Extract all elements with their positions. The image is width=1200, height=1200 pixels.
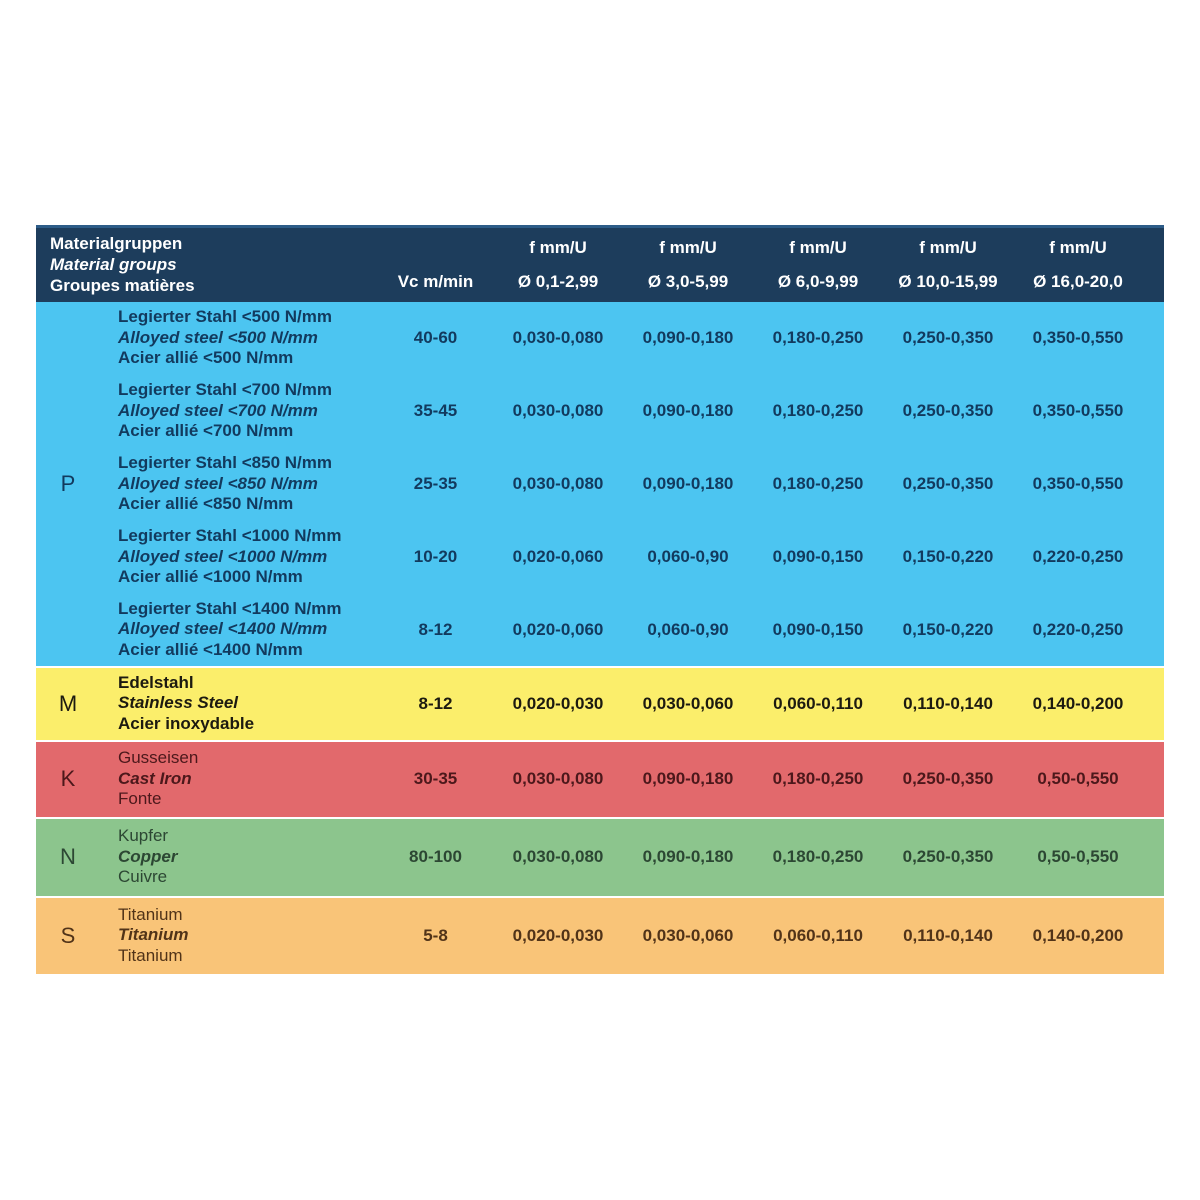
feed-column-header-1 xyxy=(493,227,623,302)
material-name-cell xyxy=(100,897,378,974)
vc-value: 40-60 xyxy=(413,328,458,347)
material-name-de: Kupfer xyxy=(118,826,169,846)
vc-value: 25-35 xyxy=(413,474,458,493)
material-name-de: Titanium xyxy=(118,904,183,924)
diameter-range-label: Ø 3,0-5,99 xyxy=(647,271,729,291)
feed-value: 0,030-0,080 xyxy=(512,328,604,347)
material-name-cell xyxy=(100,375,378,448)
material-name-de: Edelstahl xyxy=(118,672,194,692)
header-material-en: Material groups xyxy=(50,255,177,275)
material-name-en: Titanium xyxy=(118,925,189,945)
header-material-de: Materialgruppen xyxy=(50,234,183,254)
table-row xyxy=(36,667,1164,741)
material-name-en: Cast Iron xyxy=(118,768,192,788)
feed-value: 0,030-0,060 xyxy=(623,667,753,741)
feed-value: 0,020-0,060 xyxy=(512,547,604,566)
header-material-fr: Groupes matières xyxy=(50,276,195,296)
material-name-cell xyxy=(100,448,378,521)
table-header-row xyxy=(36,227,1164,302)
feed-value: 0,350-0,550 xyxy=(1032,474,1124,493)
material-name-de: Legierter Stahl <850 N/mm xyxy=(118,453,333,473)
table-row xyxy=(36,741,1164,818)
diameter-range-label: Ø 0,1-2,99 xyxy=(517,271,599,291)
material-groups-header xyxy=(36,227,378,302)
vc-value: 35-45 xyxy=(413,401,458,420)
feed-value: 0,060-0,90 xyxy=(647,547,729,566)
group-M xyxy=(36,667,1164,741)
vc-value: 80-100 xyxy=(378,818,493,897)
material-name-en: Alloyed steel <700 N/mm xyxy=(118,400,318,420)
vc-value: 30-35 xyxy=(378,741,493,818)
group-letter-N: N xyxy=(36,818,100,897)
feed-value: 0,020-0,030 xyxy=(493,667,623,741)
material-name-de: Legierter Stahl <700 N/mm xyxy=(118,380,333,400)
feed-value: 0,060-0,110 xyxy=(753,897,883,974)
f-unit-label: f mm/U xyxy=(529,237,587,257)
f-unit-label: f mm/U xyxy=(659,237,717,257)
table-row xyxy=(36,521,1164,594)
table-row xyxy=(36,302,1164,375)
material-name-fr: Fonte xyxy=(118,789,162,809)
material-name-de: Legierter Stahl <500 N/mm xyxy=(118,307,333,327)
material-name-en: Alloyed steel <500 N/mm xyxy=(118,327,318,347)
table-row xyxy=(36,448,1164,521)
f-unit-label: f mm/U xyxy=(1049,237,1107,257)
feed-value: 0,140-0,200 xyxy=(1013,667,1164,741)
vc-value: 8-12 xyxy=(378,667,493,741)
feed-value: 0,150-0,220 xyxy=(902,619,994,639)
feed-value: 0,020-0,060 xyxy=(512,619,604,639)
material-name-en: Stainless Steel xyxy=(118,693,239,713)
material-name-en: Copper xyxy=(118,846,178,866)
material-name-en: Alloyed steel <850 N/mm xyxy=(118,473,318,493)
f-unit-label: f mm/U xyxy=(789,237,847,257)
feed-value: 0,180-0,250 xyxy=(753,741,883,818)
feed-value: 0,180-0,250 xyxy=(753,818,883,897)
vc-value: 8-12 xyxy=(418,619,453,639)
group-letter-S: S xyxy=(36,897,100,974)
diameter-range-label: Ø 6,0-9,99 xyxy=(777,271,859,291)
vc-label: Vc m/min xyxy=(397,271,474,291)
feed-value: 0,090-0,180 xyxy=(642,401,734,420)
feed-value: 0,250-0,350 xyxy=(883,818,1013,897)
feed-value: 0,030-0,080 xyxy=(493,741,623,818)
table-row xyxy=(36,594,1164,667)
feed-value: 0,030-0,060 xyxy=(623,897,753,974)
feed-value: 0,180-0,250 xyxy=(772,328,864,347)
group-N xyxy=(36,818,1164,897)
material-name-de: Gusseisen xyxy=(118,748,199,768)
feed-value: 0,090-0,180 xyxy=(642,474,734,493)
material-name-fr: Acier allié <700 N/mm xyxy=(118,421,294,441)
feed-value: 0,110-0,140 xyxy=(883,667,1013,741)
material-name-fr: Titanium xyxy=(118,945,183,965)
material-name-fr: Acier allié <1000 N/mm xyxy=(118,567,303,587)
group-letter-K: K xyxy=(36,741,100,818)
diameter-range-label: Ø 10,0-15,99 xyxy=(898,271,998,291)
feed-column-header-2 xyxy=(623,227,753,302)
vc-column-header xyxy=(378,227,493,302)
table-row xyxy=(36,897,1164,974)
feed-value: 0,220-0,250 xyxy=(1032,547,1124,566)
feed-value: 0,50-0,550 xyxy=(1013,818,1164,897)
material-name-de: Legierter Stahl <1400 N/mm xyxy=(118,598,342,618)
feed-column-header-3 xyxy=(753,227,883,302)
feed-value: 0,250-0,350 xyxy=(902,401,994,420)
feed-value: 0,250-0,350 xyxy=(902,474,994,493)
table-row xyxy=(36,818,1164,897)
feed-value: 0,060-0,110 xyxy=(753,667,883,741)
material-name-fr: Cuivre xyxy=(118,867,168,887)
f-unit-label: f mm/U xyxy=(919,237,977,257)
feed-value: 0,180-0,250 xyxy=(772,401,864,420)
material-name-cell xyxy=(100,521,378,594)
feed-value: 0,220-0,250 xyxy=(1032,619,1124,639)
feed-value: 0,090-0,180 xyxy=(642,328,734,347)
group-P xyxy=(36,302,1164,667)
feed-column-header-5 xyxy=(1013,227,1164,302)
material-name-cell xyxy=(100,302,378,375)
material-name-fr: Acier inoxydable xyxy=(118,713,255,733)
feed-value: 0,020-0,030 xyxy=(493,897,623,974)
feed-value: 0,090-0,180 xyxy=(623,818,753,897)
group-K xyxy=(36,741,1164,818)
group-letter-P: P xyxy=(60,470,76,496)
material-name-cell xyxy=(100,667,378,741)
table-row xyxy=(36,375,1164,448)
feed-value: 0,060-0,90 xyxy=(647,619,729,639)
feed-value: 0,030-0,080 xyxy=(493,818,623,897)
feed-column-header-4 xyxy=(883,227,1013,302)
table-header xyxy=(36,227,1164,302)
cutting-data-table xyxy=(36,225,1164,974)
material-name-cell xyxy=(100,818,378,897)
diameter-range-label: Ø 16,0-20,0 xyxy=(1033,271,1123,291)
feed-value: 0,250-0,350 xyxy=(902,328,994,347)
feed-value: 0,030-0,080 xyxy=(512,401,604,420)
feed-value: 0,250-0,350 xyxy=(883,741,1013,818)
group-letter-M: M xyxy=(36,667,100,741)
feed-value: 0,350-0,550 xyxy=(1032,401,1124,420)
material-name-de: Legierter Stahl <1000 N/mm xyxy=(118,526,342,546)
material-name-en: Alloyed steel <1400 N/mm xyxy=(118,619,328,639)
vc-value: 5-8 xyxy=(378,897,493,974)
feed-value: 0,50-0,550 xyxy=(1013,741,1164,818)
material-name-en: Alloyed steel <1000 N/mm xyxy=(118,546,328,566)
material-name-fr: Acier allié <500 N/mm xyxy=(118,348,294,368)
feed-value: 0,140-0,200 xyxy=(1013,897,1164,974)
feed-value: 0,350-0,550 xyxy=(1032,328,1124,347)
feed-value: 0,110-0,140 xyxy=(883,897,1013,974)
group-S xyxy=(36,897,1164,974)
feed-value: 0,090-0,150 xyxy=(772,619,864,639)
material-name-cell xyxy=(100,594,378,667)
feed-value: 0,180-0,250 xyxy=(772,474,864,493)
material-name-cell xyxy=(100,741,378,818)
material-name-fr: Acier allié <1400 N/mm xyxy=(118,639,303,659)
feed-value: 0,090-0,150 xyxy=(772,547,864,566)
vc-value: 10-20 xyxy=(413,547,458,566)
feed-value: 0,030-0,080 xyxy=(512,474,604,493)
feed-value: 0,090-0,180 xyxy=(623,741,753,818)
material-name-fr: Acier allié <850 N/mm xyxy=(118,494,294,514)
feed-value: 0,150-0,220 xyxy=(902,547,994,566)
